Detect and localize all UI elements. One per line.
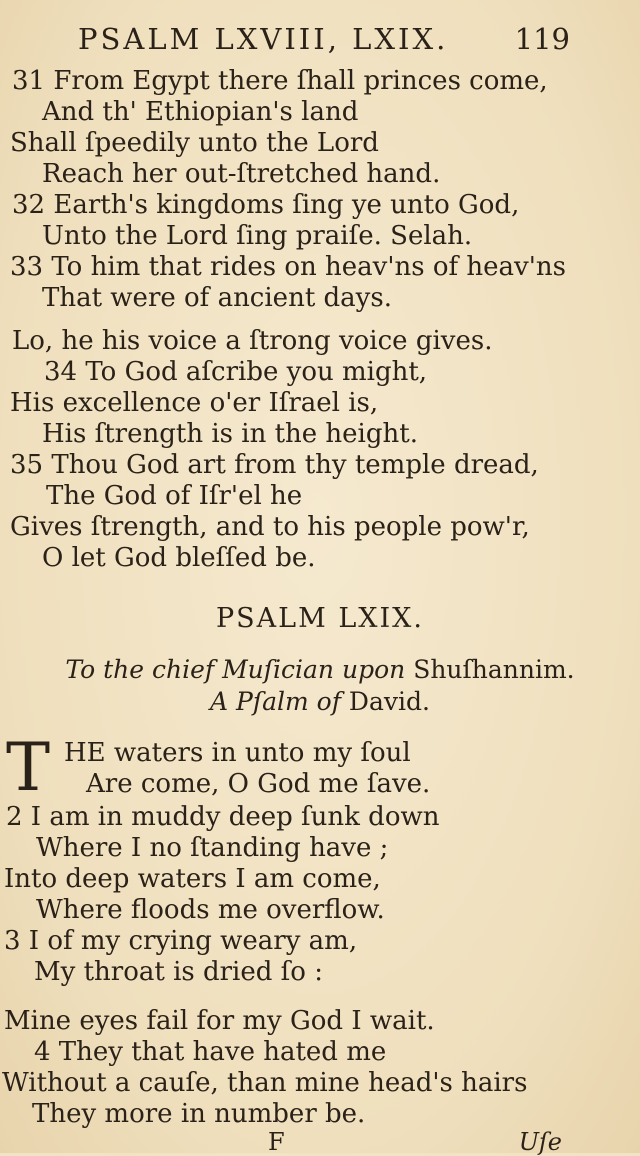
verse-line: His ſtrength is in the height. xyxy=(42,419,418,449)
verse-line: HE waters in unto my ſoul xyxy=(64,738,411,768)
verse-line: Lo, he his voice a ſtrong voice gives. xyxy=(12,326,493,356)
superscription-italic: A Pſalm of xyxy=(210,687,341,716)
psalm-69-superscription xyxy=(0,655,640,684)
running-title: PSALM LXVIII, LXIX. xyxy=(78,22,449,56)
verse-line: The God of Iſr'el he xyxy=(46,481,303,511)
psalm-69-title: PSALM LXIX. xyxy=(216,603,424,634)
verse-line: Gives ſtrength, and to his people pow'r, xyxy=(10,512,530,542)
verse-line: Shall ſpeedily unto the Lord xyxy=(10,128,379,158)
signature-mark: F xyxy=(268,1128,285,1156)
verse-line: And th' Ethiopian's land xyxy=(42,97,359,127)
verse-line: Reach her out-ſtretched hand. xyxy=(42,159,441,189)
drop-cap: T xyxy=(6,729,51,806)
psalm-69-superscription-line2 xyxy=(0,687,640,716)
superscription-roman: Shuſhannim. xyxy=(413,655,575,684)
superscription-italic: To the chief Muſician upon xyxy=(65,655,406,684)
verse-line: Unto the Lord ſing praiſe. Selah. xyxy=(42,221,473,251)
catchword: Uſe xyxy=(518,1128,562,1156)
verse-line: Into deep waters I am come, xyxy=(4,864,381,894)
superscription-roman: David. xyxy=(348,687,430,716)
page-number: 119 xyxy=(514,22,570,56)
verse-line: 31 From Egypt there ſhall princes come, xyxy=(12,66,548,96)
verse-line: Where floods me overflow. xyxy=(36,895,385,925)
verse-line: Are come, O God me ſave. xyxy=(86,769,431,799)
verse-line: O let God bleſſed be. xyxy=(42,543,316,573)
verse-line: My throat is dried ſo : xyxy=(34,957,323,987)
verse-line: That were of ancient days. xyxy=(42,283,392,313)
verse-line: 3 I of my crying weary am, xyxy=(4,926,358,956)
verse-line: 35 Thou God art from thy temple dread, xyxy=(10,450,539,480)
verse-line: 32 Earth's kingdoms ſing ye unto God, xyxy=(12,190,520,220)
running-header xyxy=(0,22,640,66)
verse-line: They more in number be. xyxy=(32,1099,366,1129)
verse-line: 34 To God aſcribe you might, xyxy=(44,357,428,387)
verse-line: 4 They that have hated me xyxy=(34,1037,387,1067)
page-footer xyxy=(0,1128,640,1156)
verse-line: His excellence o'er Iſrael is, xyxy=(10,388,379,418)
verse-line: Mine eyes fail for my God I wait. xyxy=(4,1006,435,1036)
verse-line: Without a cauſe, than mine head's hairs xyxy=(2,1068,528,1098)
verse-line: 2 I am in muddy deep ſunk down xyxy=(6,802,440,832)
verse-line: 33 To him that rides on heav'ns of heav'ns xyxy=(10,252,566,282)
verse-line: Where I no ſtanding have ; xyxy=(36,833,389,863)
